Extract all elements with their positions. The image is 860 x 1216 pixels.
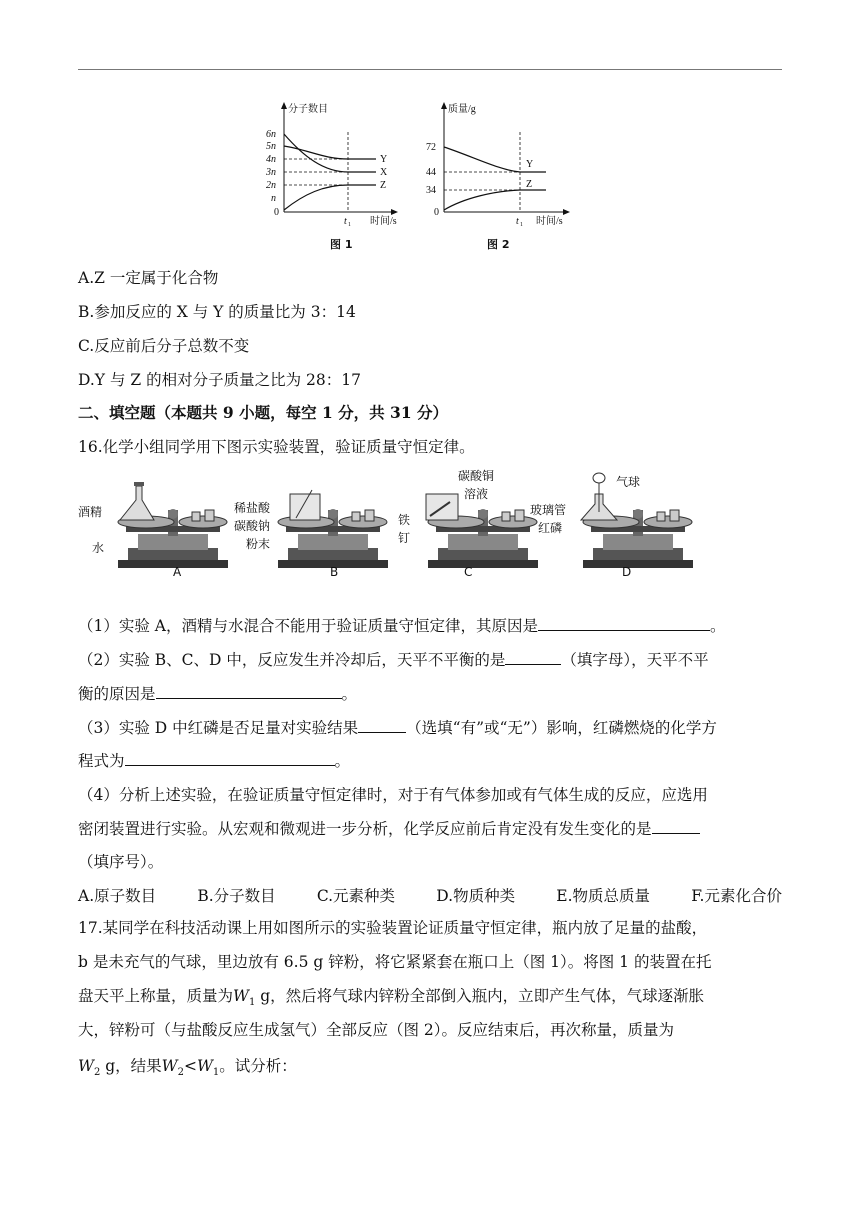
option-a: A.Z 一定属于化合物 [78, 269, 219, 287]
balance-apparatus-figure [78, 466, 698, 578]
choice-e: E.物质总质量 [556, 887, 651, 905]
q17-line3-b: g，然后将气球内锌粉全部倒入瓶内，立即产生气体，气球逐渐胀 [255, 987, 705, 1005]
fig1-series-label: Y [380, 154, 388, 165]
fig1-t-label: t [344, 216, 347, 227]
fig1-ytick: 3n [266, 167, 276, 178]
label-c-nail: 钉 [398, 531, 411, 545]
fig1-ytick: 2n [266, 180, 276, 191]
w2-symbol: W [78, 1057, 94, 1075]
q17-line5-a: g，结果 [100, 1057, 162, 1075]
fig2-series-label: Y [526, 159, 534, 170]
answer-blank[interactable] [505, 650, 561, 665]
label-b-powder: 粉末 [246, 537, 271, 551]
w1-sub: 1 [212, 1067, 220, 1079]
label-c-iron: 铁 [398, 513, 411, 527]
choice-f: F.元素化合价 [691, 887, 782, 905]
q17-line5 [78, 1056, 297, 1083]
fig1-ytick: 0 [274, 207, 279, 218]
answer-blank[interactable] [652, 819, 700, 834]
label-a-alcohol: 酒精 [78, 505, 103, 519]
apparatus-a-letter: A [173, 565, 182, 578]
q17-line3-a: 盘天平上称量，质量为 [78, 987, 234, 1005]
fig2-xlabel: 时间/s [536, 216, 563, 227]
w2-sub: 2 [93, 1067, 101, 1079]
option-b: B.参加反应的 X 与 Y 的质量比为 3：14 [78, 303, 356, 321]
fig1-xlabel: 时间/s [370, 216, 397, 227]
fig2-ytick: 44 [426, 167, 436, 178]
apparatus-b-letter: B [330, 565, 339, 578]
fig2-ytick: 0 [434, 207, 439, 218]
q16-part1 [78, 616, 726, 636]
q17-line1: 17.某同学在科技活动课上用如图所示的实验装置论证质量守恒定律，瓶内放了足量的盐酸， [78, 919, 708, 937]
section-heading: 二、填空题（本题共 9 小题，每空 1 分，共 31 分） [78, 403, 449, 422]
q16-part3-text-a: （3）实验 D 中红磷是否足量对实验结果 [78, 719, 359, 737]
fig2-t-label: t [516, 216, 519, 227]
w2-symbol: W [161, 1057, 178, 1075]
fig1-series-label: X [380, 167, 388, 178]
q16-part4-end: （填序号）。 [78, 853, 164, 871]
q17-line3 [78, 986, 704, 1013]
label-c-solution: 溶液 [464, 487, 489, 501]
q16-part3 [78, 718, 717, 738]
label-c-copper-carbonate: 碳酸铜 [458, 469, 495, 483]
header-rule [78, 69, 782, 70]
fig2-caption: 图 2 [487, 238, 510, 251]
answer-blank[interactable] [125, 751, 335, 766]
q16-part1-end: 。 [709, 617, 726, 635]
compare-symbol: < [183, 1057, 197, 1075]
w1-symbol: W [196, 1057, 213, 1075]
answer-blank[interactable] [538, 616, 710, 631]
q16-part3-text-c: 程式为 [78, 752, 125, 770]
label-b-carbonate: 碳酸钠 [234, 519, 271, 533]
label-d-glass-tube: 玻璃管 [530, 503, 567, 517]
fig1-ytick: 6n [266, 129, 276, 140]
fig1-ylabel: 分子数目 [288, 104, 328, 115]
fig2-ytick: 34 [426, 185, 436, 196]
q16-part4-text-b: 密闭装置进行实验。从宏观和微观进一步分析，化学反应前后肯定没有发生变化的是 [78, 820, 652, 838]
q16-choices [78, 886, 782, 906]
label-d-red-phosphorus: 红磷 [538, 521, 563, 535]
fig1-ytick: 5n [266, 141, 276, 152]
q16-part4-cont [78, 819, 700, 839]
answer-blank[interactable] [156, 684, 342, 699]
q16-stem: 16.化学小组同学用下图示实验装置，验证质量守恒定律。 [78, 438, 475, 456]
q16-part2-text-c: 衡的原因是 [78, 685, 156, 703]
q16-part3-text-b: （选填“有”或“无”）影响，红磷燃烧的化学方 [406, 719, 717, 737]
label-a-water: 水 [92, 541, 105, 555]
fig2-t-sub: 1 [520, 222, 523, 228]
fig2-series-label: Z [526, 179, 533, 190]
choice-d: D.物质种类 [436, 887, 516, 905]
q16-part1-text: （1）实验 A，酒精与水混合不能用于验证质量守恒定律，其原因是 [78, 617, 538, 635]
q16-part2-end: 。 [341, 685, 358, 703]
option-d: D.Y 与 Z 的相对分子质量之比为 28：17 [78, 371, 361, 389]
q16-part2 [78, 650, 709, 670]
option-c: C.反应前后分子总数不变 [78, 337, 250, 355]
w1-sub: 1 [248, 997, 256, 1009]
fig1-ytick: n [271, 193, 276, 204]
fig1-series-label: Z [380, 180, 387, 191]
fig1-ytick: 4n [266, 154, 276, 165]
q16-part2-text-b: （填字母），天平不平 [561, 651, 709, 669]
fig2-ytick: 72 [426, 142, 436, 153]
choice-a: A.原子数目 [78, 887, 157, 905]
apparatus-d-letter: D [622, 565, 632, 578]
q17-line4: 大，锌粉可（与盐酸反应生成氢气）全部反应（图 2）。反应结束后，再次称量，质量为 [78, 1021, 675, 1039]
q16-part4: （4）分析上述实验，在验证质量守恒定律时，对于有气体参加或有气体生成的反应，应选用 [78, 786, 708, 804]
fig1-t-sub: 1 [348, 222, 351, 228]
q16-part3-cont [78, 751, 350, 771]
fig1-caption: 图 1 [330, 238, 353, 251]
label-b-acid: 稀盐酸 [234, 501, 271, 515]
choice-b: B.分子数目 [197, 887, 276, 905]
choice-c: C.元素种类 [316, 887, 396, 905]
q17-line2: b 是未充气的气球，里边放有 6.5 g 锌粉，将它紧紧套在瓶口上（图 1）。将图 1 的装置在托 [78, 953, 712, 971]
graphs-figure [254, 102, 584, 232]
apparatus-c-letter: C [464, 565, 473, 578]
label-d-balloon: 气球 [616, 475, 641, 489]
w2-sub: 2 [177, 1067, 184, 1079]
answer-blank[interactable] [358, 718, 406, 733]
fig2-ylabel: 质量/g [448, 104, 476, 115]
q16-part2-text-a: （2）实验 B、C、D 中，反应发生并冷却后，天平不平衡的是 [78, 651, 506, 669]
q17-line5-b: 。试分析： [219, 1057, 297, 1075]
w1-symbol: W [233, 987, 249, 1005]
q16-part3-end: 。 [334, 752, 351, 770]
q16-part2-cont [78, 684, 357, 704]
